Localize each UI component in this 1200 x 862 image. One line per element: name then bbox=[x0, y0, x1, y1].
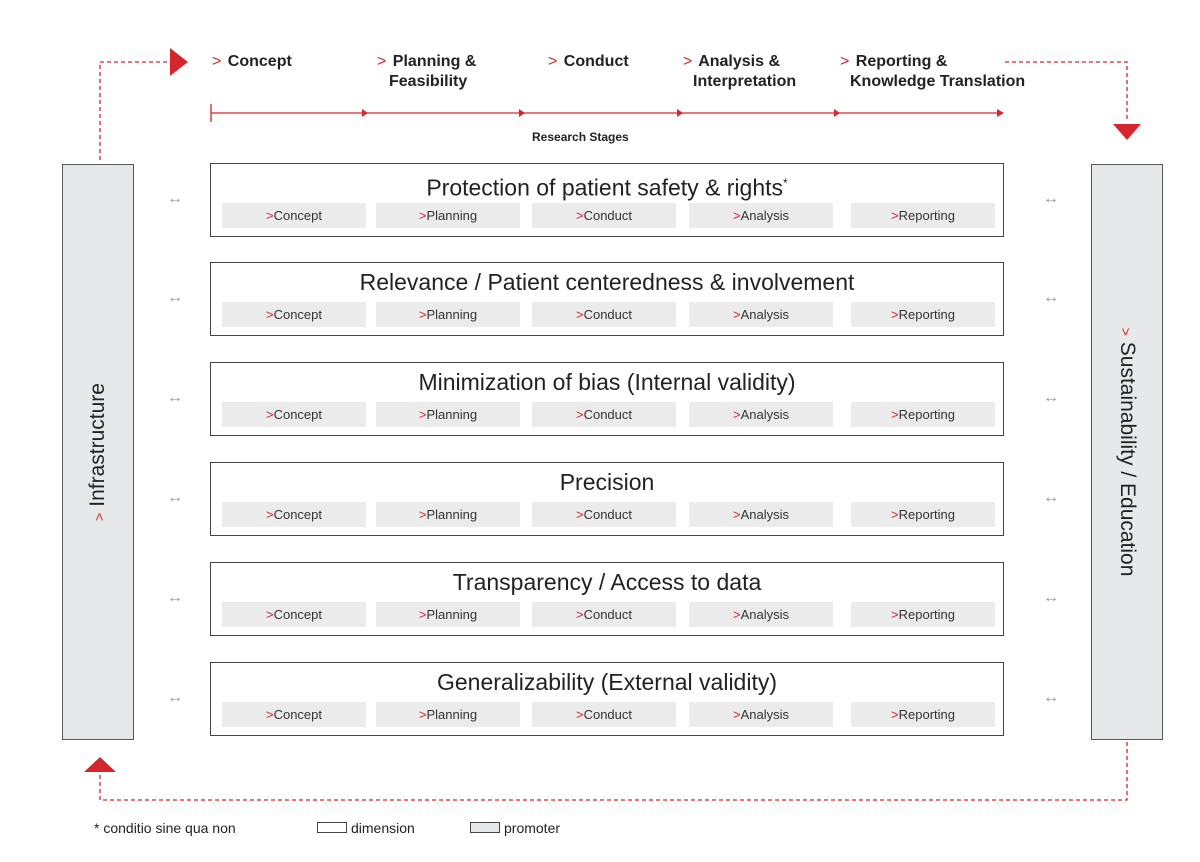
stage-cell-reporting bbox=[851, 702, 995, 727]
stage-cell-planning bbox=[376, 502, 520, 527]
stage-cell-label: Reporting bbox=[898, 407, 955, 422]
chevron-right-icon: > bbox=[91, 512, 107, 521]
chevron-right-icon: > bbox=[1118, 327, 1134, 336]
stage-cell-planning bbox=[376, 302, 520, 327]
stage-cell-label: Planning bbox=[426, 307, 478, 322]
stage-cell-conduct bbox=[532, 702, 676, 727]
chevron-right-icon: > bbox=[265, 507, 274, 522]
stage-cell-concept bbox=[222, 402, 366, 427]
legend-dimension-swatch bbox=[317, 822, 347, 833]
legend-promoter-label: promoter bbox=[504, 820, 561, 836]
axis-label: Research Stages bbox=[532, 130, 629, 144]
chevron-right-icon: > bbox=[732, 707, 741, 722]
stage-cell-label: Analysis bbox=[740, 607, 789, 622]
chevron-right-icon: > bbox=[265, 707, 274, 722]
chevron-right-icon: > bbox=[840, 53, 850, 70]
axis-tick-arrow-icon bbox=[519, 109, 525, 117]
stage-cell-label: Conduct bbox=[583, 707, 632, 722]
dimension-box bbox=[210, 362, 1004, 436]
chevron-right-icon: > bbox=[265, 208, 274, 223]
double-arrow-right-icon: ↔ bbox=[1043, 389, 1059, 406]
stage-cell-analysis bbox=[689, 402, 833, 427]
dimension-title bbox=[211, 669, 1003, 695]
stage-cell-label: Concept bbox=[273, 707, 322, 722]
stage-cell-label: Planning bbox=[426, 208, 478, 223]
stage-cell-label: Planning bbox=[426, 607, 478, 622]
axis-tick-arrow-icon bbox=[834, 109, 840, 117]
stage-cell-label: Concept bbox=[273, 507, 322, 522]
double-arrow-right-icon: ↔ bbox=[1043, 589, 1059, 606]
stage-label-line1: Analysis & bbox=[698, 53, 781, 70]
stage-analysis bbox=[683, 52, 796, 92]
arrowhead-right-icon bbox=[170, 48, 188, 76]
stage-cell-reporting bbox=[851, 602, 995, 627]
stage-cell-reporting bbox=[851, 502, 995, 527]
stage-cell-label: Conduct bbox=[583, 507, 632, 522]
stage-cell-label: Reporting bbox=[898, 307, 955, 322]
chevron-right-icon: > bbox=[891, 407, 899, 422]
stage-label-line1: Planning & bbox=[392, 53, 477, 70]
stage-cell-analysis bbox=[689, 502, 833, 527]
stage-label-line1: Concept bbox=[227, 53, 292, 70]
stage-reporting bbox=[840, 52, 1025, 92]
stage-cell-concept bbox=[222, 502, 366, 527]
stage-cell-label: Reporting bbox=[898, 507, 955, 522]
dimension-title bbox=[211, 369, 1003, 395]
chevron-right-icon: > bbox=[418, 707, 427, 722]
stage-cell-label: Conduct bbox=[583, 307, 632, 322]
stage-label-line2: Feasibility bbox=[389, 73, 468, 90]
stage-cell-concept bbox=[222, 203, 366, 228]
promoter-label bbox=[1115, 328, 1139, 577]
stage-cell-conduct bbox=[532, 402, 676, 427]
promoter-label bbox=[86, 383, 110, 521]
dimension-box bbox=[210, 163, 1004, 237]
stage-cell-label: Concept bbox=[273, 208, 322, 223]
dimension-title-text: Precision bbox=[559, 469, 655, 495]
chevron-right-icon: > bbox=[575, 307, 584, 322]
dimension-box bbox=[210, 262, 1004, 336]
stage-label-line1: Reporting & bbox=[855, 53, 948, 70]
dimension-title-text: Minimization of bias (Internal validity) bbox=[418, 369, 796, 395]
axis-tick-arrow-icon bbox=[677, 109, 683, 117]
legend-note: * conditio sine qua non bbox=[94, 820, 236, 836]
double-arrow-right-icon: ↔ bbox=[1043, 689, 1059, 706]
axis-end-arrow-icon bbox=[997, 109, 1004, 117]
dimension-title bbox=[211, 269, 1003, 295]
stage-cell-label: Planning bbox=[426, 407, 478, 422]
chevron-right-icon: > bbox=[732, 208, 741, 223]
stage-cell-label: Analysis bbox=[740, 707, 789, 722]
chevron-right-icon: > bbox=[575, 607, 584, 622]
stage-label-line2: Interpretation bbox=[693, 73, 797, 90]
double-arrow-left-icon: ↔ bbox=[167, 689, 183, 706]
stage-cell-label: Planning bbox=[426, 507, 478, 522]
chevron-right-icon: > bbox=[732, 607, 741, 622]
promoter-sustainability bbox=[1091, 164, 1163, 740]
stage-concept bbox=[212, 52, 292, 72]
promoter-infrastructure bbox=[62, 164, 134, 740]
chevron-right-icon: > bbox=[683, 53, 693, 70]
dimension-title-text: Transparency / Access to data bbox=[452, 569, 762, 595]
stage-cell-reporting bbox=[851, 302, 995, 327]
stage-cell-label: Conduct bbox=[583, 208, 632, 223]
stage-cell-concept bbox=[222, 702, 366, 727]
chevron-right-icon: > bbox=[891, 507, 899, 522]
legend-dimension-label: dimension bbox=[351, 820, 415, 836]
axis-tick-arrow-icon bbox=[362, 109, 368, 117]
stage-cell-label: Analysis bbox=[740, 507, 789, 522]
dimension-box bbox=[210, 662, 1004, 736]
chevron-right-icon: > bbox=[891, 707, 899, 722]
dimension-title bbox=[211, 469, 1003, 495]
stage-cell-analysis bbox=[689, 203, 833, 228]
stage-label-line1: Conduct bbox=[563, 53, 629, 70]
chevron-right-icon: > bbox=[891, 607, 899, 622]
chevron-right-icon: > bbox=[732, 507, 741, 522]
stage-cell-label: Reporting bbox=[898, 208, 955, 223]
stage-cell-planning bbox=[376, 702, 520, 727]
chevron-right-icon: > bbox=[418, 607, 427, 622]
stage-planning bbox=[377, 52, 476, 92]
stage-cell-label: Analysis bbox=[740, 407, 789, 422]
dimension-box bbox=[210, 562, 1004, 636]
stage-cell-label: Concept bbox=[273, 607, 322, 622]
double-arrow-left-icon: ↔ bbox=[167, 389, 183, 406]
chevron-right-icon: > bbox=[575, 208, 584, 223]
dimension-title-text: Relevance / Patient centeredness & involvement bbox=[359, 269, 855, 295]
stage-cell-label: Concept bbox=[273, 307, 322, 322]
double-arrow-left-icon: ↔ bbox=[167, 289, 183, 306]
chevron-right-icon: > bbox=[732, 407, 741, 422]
stage-conduct bbox=[548, 52, 629, 72]
double-arrow-right-icon: ↔ bbox=[1043, 289, 1059, 306]
stage-cell-concept bbox=[222, 302, 366, 327]
stage-cell-label: Concept bbox=[273, 407, 322, 422]
double-arrow-left-icon: ↔ bbox=[167, 489, 183, 506]
arrowhead-up-icon bbox=[84, 757, 116, 772]
stage-cell-label: Reporting bbox=[898, 707, 955, 722]
stage-cell-label: Analysis bbox=[740, 208, 789, 223]
dashed-loop-bottom bbox=[100, 742, 1127, 800]
double-arrow-left-icon: ↔ bbox=[167, 190, 183, 207]
double-arrow-left-icon: ↔ bbox=[167, 589, 183, 606]
dashed-loop-top-left bbox=[100, 62, 170, 160]
dimension-title-text: Generalizability (External validity) bbox=[436, 669, 777, 695]
stage-cell-conduct bbox=[532, 203, 676, 228]
chevron-right-icon: > bbox=[377, 53, 387, 70]
stage-cell-label: Reporting bbox=[898, 607, 955, 622]
stage-cell-planning bbox=[376, 402, 520, 427]
chevron-right-icon: > bbox=[418, 507, 427, 522]
stage-cell-concept bbox=[222, 602, 366, 627]
chevron-right-icon: > bbox=[265, 607, 274, 622]
chevron-right-icon: > bbox=[212, 53, 222, 70]
promoter-text: Infrastructure bbox=[86, 383, 109, 507]
stage-cell-label: Analysis bbox=[740, 307, 789, 322]
stage-cell-conduct bbox=[532, 602, 676, 627]
stage-label-line2: Knowledge Translation bbox=[850, 73, 1026, 90]
stage-cell-label: Planning bbox=[426, 707, 478, 722]
chevron-right-icon: > bbox=[418, 407, 427, 422]
legend-promoter-swatch bbox=[470, 822, 500, 833]
stage-cell-planning bbox=[376, 602, 520, 627]
chevron-right-icon: > bbox=[548, 53, 558, 70]
chevron-right-icon: > bbox=[265, 407, 274, 422]
dimension-box bbox=[210, 462, 1004, 536]
double-arrow-right-icon: ↔ bbox=[1043, 190, 1059, 207]
stage-cell-conduct bbox=[532, 302, 676, 327]
dimension-title bbox=[211, 170, 1003, 201]
stage-cell-label: Conduct bbox=[583, 407, 632, 422]
chevron-right-icon: > bbox=[575, 507, 584, 522]
dimension-footnote-marker: * bbox=[783, 176, 788, 190]
chevron-right-icon: > bbox=[575, 707, 584, 722]
stage-cell-planning bbox=[376, 203, 520, 228]
stage-cell-reporting bbox=[851, 402, 995, 427]
stage-cell-conduct bbox=[532, 502, 676, 527]
dimension-title bbox=[211, 569, 1003, 595]
chevron-right-icon: > bbox=[418, 208, 427, 223]
promoter-text: Sustainability / Education bbox=[1116, 341, 1139, 577]
stage-cell-label: Conduct bbox=[583, 607, 632, 622]
stage-cell-analysis bbox=[689, 602, 833, 627]
chevron-right-icon: > bbox=[732, 307, 741, 322]
arrowhead-down-icon bbox=[1113, 124, 1141, 140]
chevron-right-icon: > bbox=[575, 407, 584, 422]
chevron-right-icon: > bbox=[418, 307, 427, 322]
stage-cell-reporting bbox=[851, 203, 995, 228]
dimension-title-text: Protection of patient safety & rights bbox=[426, 174, 784, 201]
double-arrow-right-icon: ↔ bbox=[1043, 489, 1059, 506]
chevron-right-icon: > bbox=[891, 307, 899, 322]
chevron-right-icon: > bbox=[265, 307, 274, 322]
chevron-right-icon: > bbox=[891, 208, 899, 223]
stage-cell-analysis bbox=[689, 702, 833, 727]
stage-cell-analysis bbox=[689, 302, 833, 327]
